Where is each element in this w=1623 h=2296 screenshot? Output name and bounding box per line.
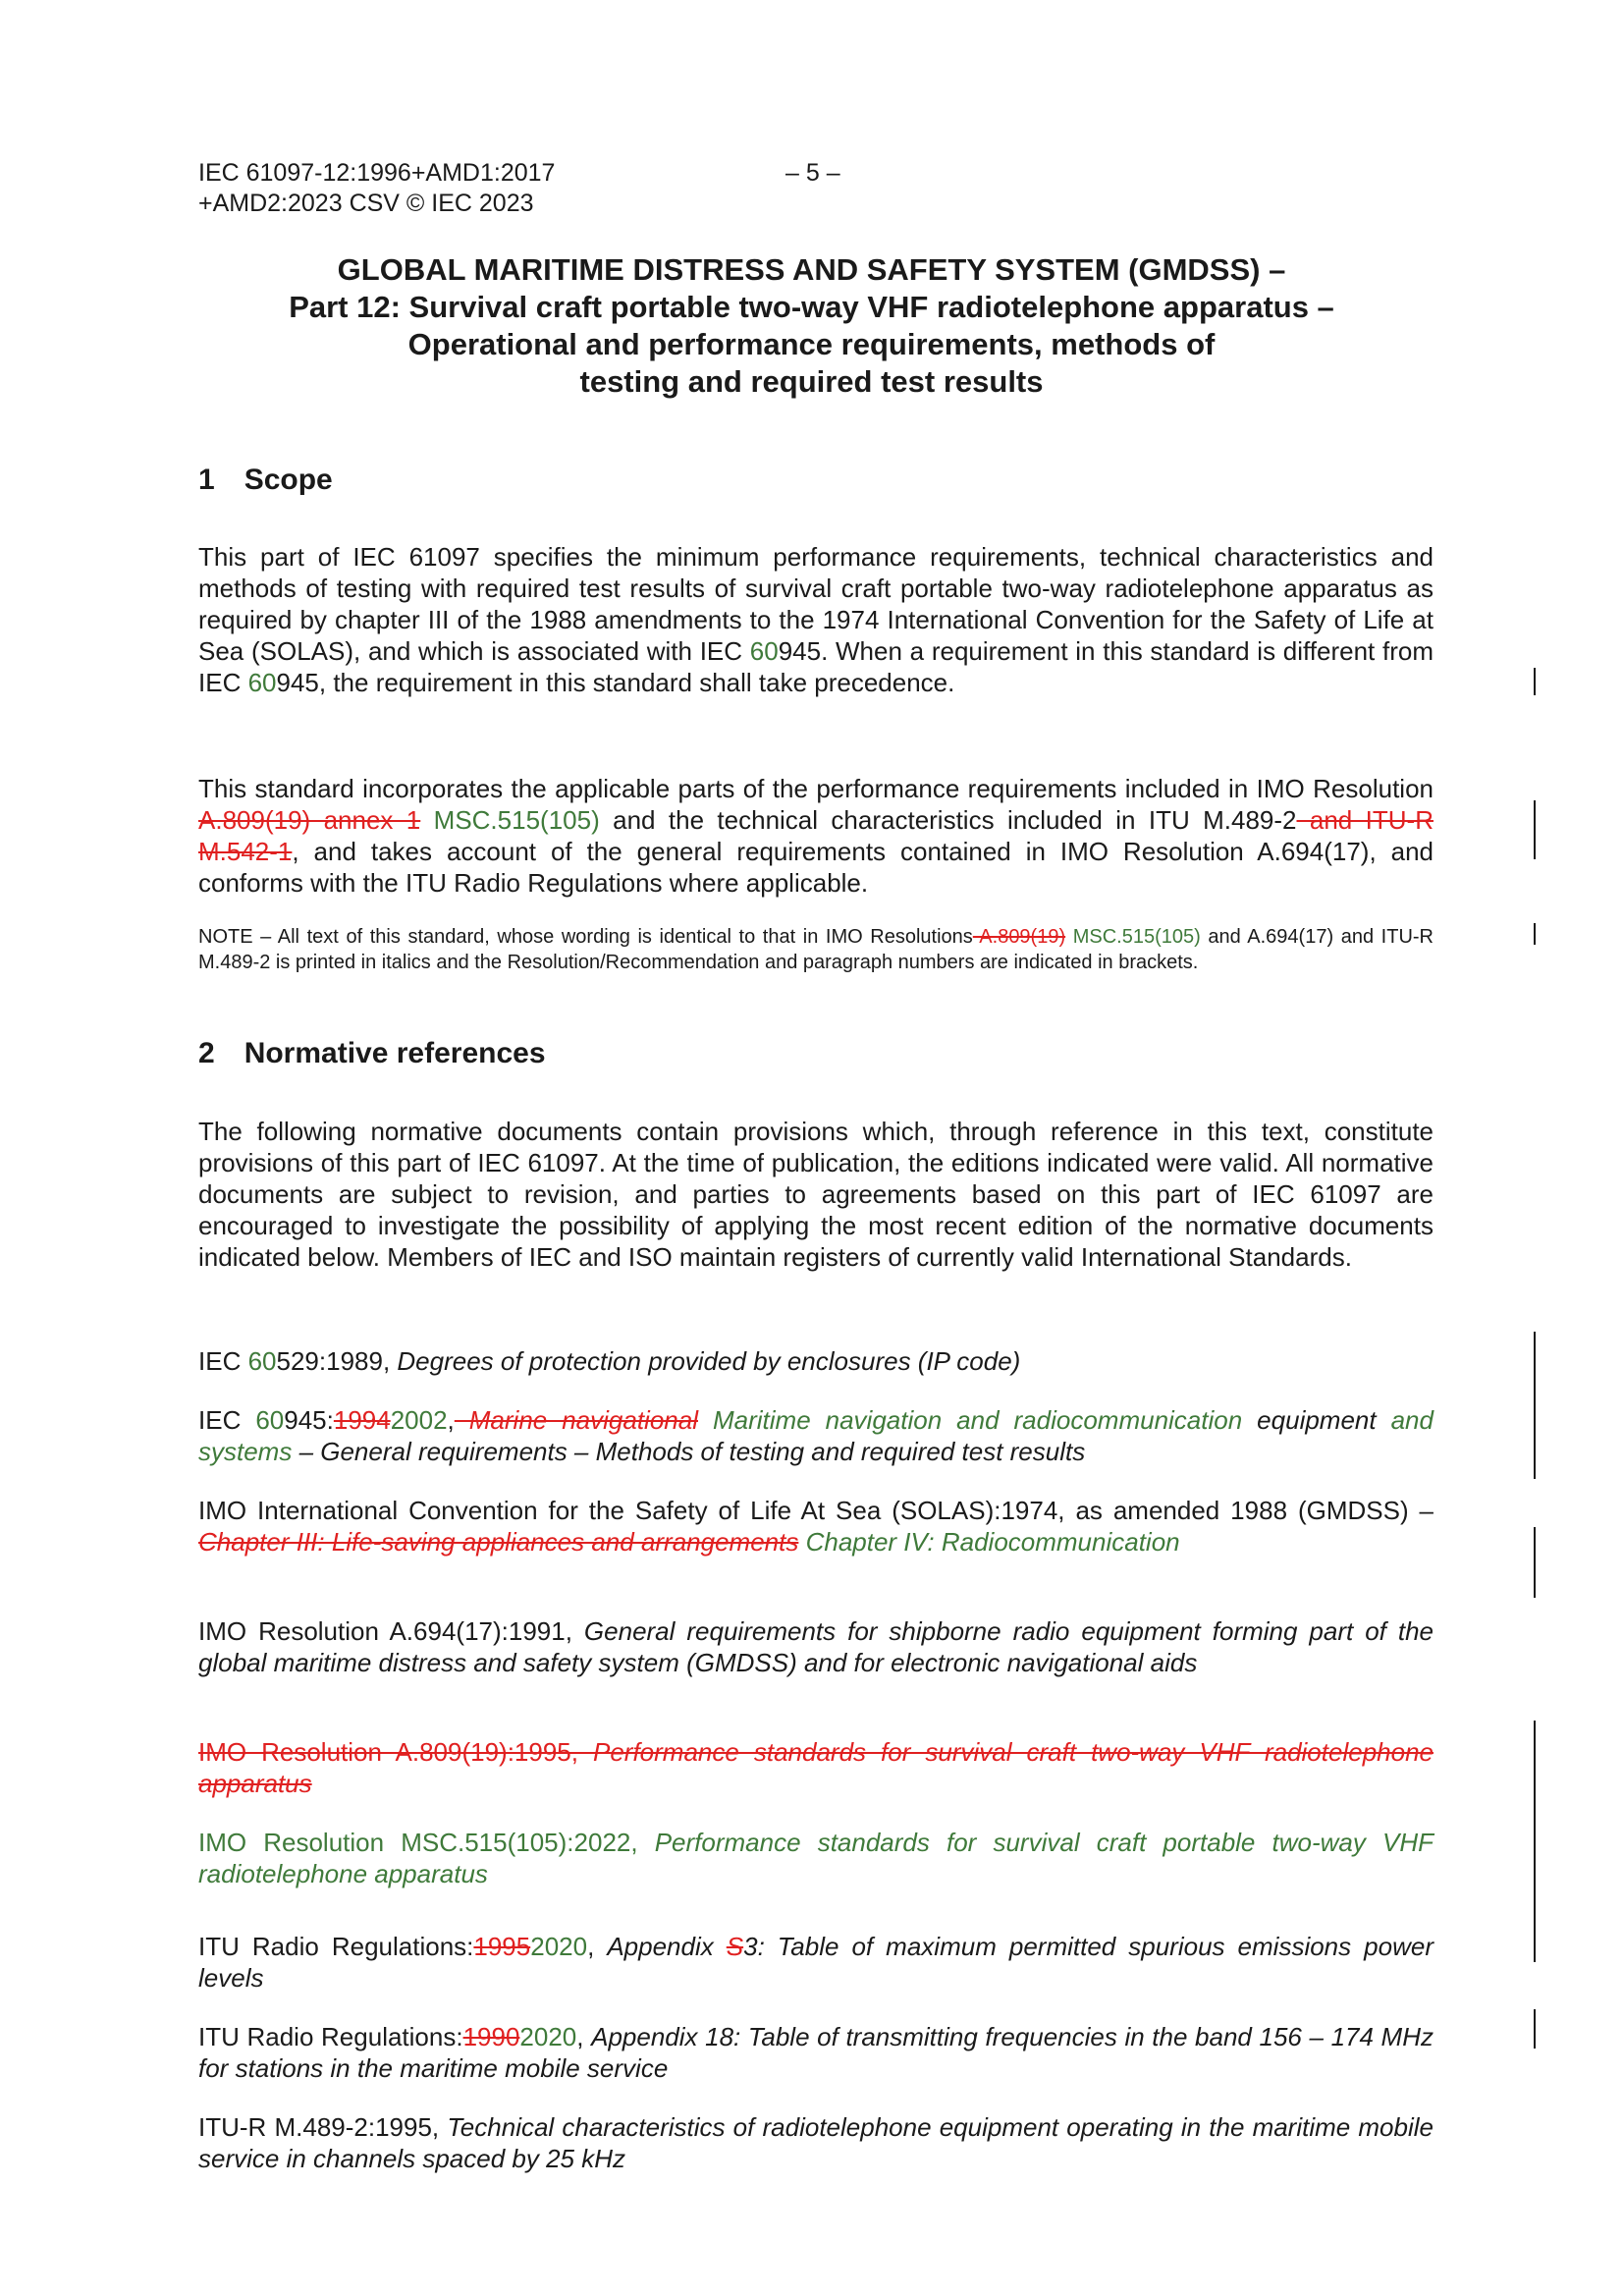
title-line1: GLOBAL MARITIME DISTRESS AND SAFETY SYSTEM (GMDSS) –: [337, 252, 1286, 287]
section-2-heading: [198, 1037, 546, 1070]
standard-reference-line2: +AMD2:2023 CSV © IEC 2023: [198, 190, 534, 217]
section-1-heading: [198, 464, 333, 497]
normative-references-intro: The following normative documents contain provisions which, through reference in this text, constitute provisions of this part of IEC 61097. At the time of publication, the editions indicated were valid. All normative documents are subject to revision, and parties to agreements based on this part of IEC 61097 are encouraged to investigate the possibility of applying the most recent edition of the normative documents indicated below. Members of IEC and ISO maintain registers of currently valid International Standards.: [198, 1117, 1434, 1272]
change-bar: [1534, 923, 1536, 945]
scope-paragraph-2: This standard incorporates the applicable parts of the performance requirements included in IMO Resolution A.809(19) annex 1 MSC.515(105) and the technical characteristics included in ITU M.489-2 and ITU-R M.542-1, and takes account of the general requirements contained in IMO Resolution A.694(17), and conforms with the ITU Radio Regulations where applicable.: [198, 774, 1434, 898]
inserted-text: MSC.515(105): [1065, 926, 1201, 948]
section-2-title: Normative references: [243, 1037, 546, 1069]
title-line2: Part 12: Survival craft portable two-way VHF radiotelephone apparatus –: [289, 290, 1334, 324]
change-bar: [1534, 2009, 1536, 2049]
reference-itu-rr-appendix-18: ITU Radio Regulations:19902020, Appendix 18: Table of transmitting frequencies in the band 156 – 174 MHz for stations in the maritime mobile service: [198, 2022, 1434, 2083]
inserted-text: 60: [749, 636, 779, 666]
deleted-text: A.809(19): [972, 926, 1066, 948]
reference-imo-msc515-inserted: IMO Resolution MSC.515(105):2022, Performance standards for survival craft portable two-way VHF radiotelephone apparatus: [198, 1828, 1434, 1888]
reference-iec-60945: IEC 60945:19942002, Marine navigational Maritime navigation and radiocommunication equipment and systems – General requirements – Methods of testing and required test results: [198, 1405, 1434, 1466]
change-bar: [1534, 668, 1536, 695]
title-line3: Operational and performance requirements, methods of: [407, 327, 1216, 361]
change-bar: [1534, 800, 1536, 859]
deleted-text: A.809(19) annex 1: [198, 805, 421, 835]
scope-paragraph-1: This part of IEC 61097 specifies the minimum performance requirements, technical characteristics and methods of testing with required test results of survival craft portable two-way radiotelephone apparatus as required by chapter III of the 1988 amendments to the 1974 International Convention for the Safety of Life at Sea (SOLAS), and which is associated with IEC 60945. When a requirement in this standard is different from IEC 60945, the requirement in this standard shall take precedence.: [198, 542, 1434, 697]
inserted-text: MSC.515(105): [420, 805, 600, 835]
title-line4: testing and required test results: [579, 364, 1044, 399]
inserted-text: 60: [247, 668, 277, 697]
reference-itu-rr-appendix-3: ITU Radio Regulations:19952020, Appendix S3: Table of maximum permitted spurious emissions power levels: [198, 1932, 1434, 1993]
standard-reference: [198, 158, 555, 219]
section-1-title: Scope: [243, 464, 333, 496]
reference-iec-60529: IEC 60529:1989, Degrees of protection provided by enclosures (IP code): [198, 1346, 1021, 1376]
reference-itu-r-m489: ITU-R M.489-2:1995, Technical characteristics of radiotelephone equipment operating in the maritime mobile service in channels spaced by 25 kHz: [198, 2112, 1434, 2173]
change-bar: [1534, 1527, 1536, 1598]
reference-imo-a809-deleted: IMO Resolution A.809(19):1995, Performance standards for survival craft two-way VHF radiotelephone apparatus: [198, 1737, 1434, 1798]
reference-solas: IMO International Convention for the Safety of Life At Sea (SOLAS):1974, as amended 1988 (GMDSS) – Chapter III: Life-saving appliances and arrangements Chapter IV: Radiocommunication: [198, 1496, 1434, 1557]
deleted-text: and ITU-R M.542-1: [198, 805, 1434, 866]
standard-reference-line1: IEC 61097-12:1996+AMD1:2017: [198, 159, 556, 187]
reference-imo-a694: IMO Resolution A.694(17):1991, General requirements for shipborne radio equipment forming part of the global maritime distress and safety system (GMDSS) and for electronic navigational aids: [198, 1616, 1434, 1677]
change-bar: [1534, 1332, 1536, 1479]
scope-note: NOTE – All text of this standard, whose wording is identical to that in IMO Resolutions A.809(19) MSC.515(105) and A.694(17) and ITU-R M.489-2 is printed in italics and the Resolution/Recommendation and paragraph numbers are indicated in brackets.: [198, 926, 1434, 973]
section-2-number: 2: [198, 1037, 215, 1069]
page-number: – 5 –: [785, 159, 840, 187]
section-1-number: 1: [198, 464, 215, 496]
document-title: [157, 251, 1466, 401]
change-bar: [1534, 1721, 1536, 1962]
